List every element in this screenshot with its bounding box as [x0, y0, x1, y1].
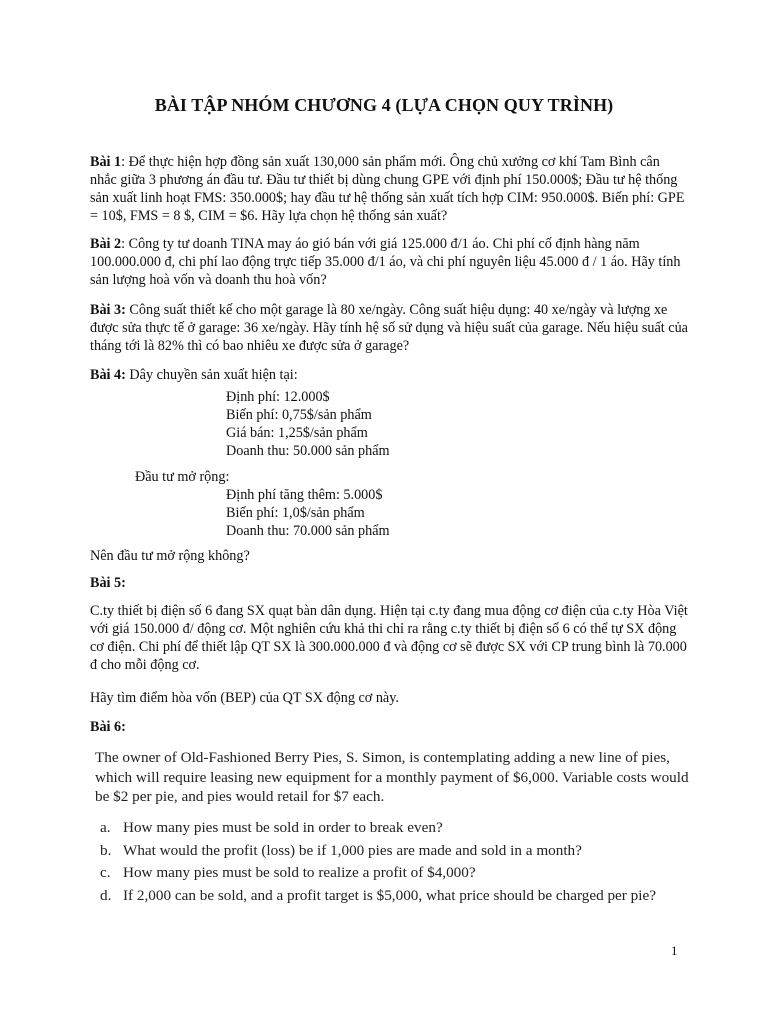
expansion-heading: Đầu tư mở rộng: [135, 469, 230, 485]
list-item [100, 819, 720, 842]
exercise-3-label: Bài 3: [90, 302, 126, 318]
exercise-2-label: Bài 2 [90, 236, 122, 252]
exercise-4-label: Bài 4: [90, 367, 126, 383]
exercise-6-questions [100, 819, 720, 909]
exercise-2-text: : Công ty tư doanh TINA may áo gió bán với giá 125.000 đ/1 áo. Chi phí cố định hàng năm 100.000.000 đ, chi phí lao động trực tiếp 35.000 đ/1 áo, và chi phí nguyên liệu 45.000 đ / 1 áo. Hãy tính sản lượng hoà vốn và doanh thu hoà vốn? [90, 236, 681, 288]
list-item [100, 842, 720, 865]
exercise-4-question [90, 547, 690, 565]
list-item-text: How many pies must be sold to realize a profit of $4,000? [123, 864, 476, 882]
exercise-6-intro [95, 748, 695, 807]
current-line-list [226, 388, 390, 460]
exercise-3-text: Công suất thiết kế cho một garage là 80 xe/ngày. Công suất hiệu dụng: 40 xe/ngày và lượng xe được sửa thực tế ở garage: 36 xe/ngày. Hãy tính hệ số sử dụng và hiệu suất của garage. Nếu hiệu suất của tháng tới là 82% thì có bao nhiêu xe được sửa ở garage? [90, 302, 688, 354]
exercise-6-heading [90, 718, 690, 736]
exercise-3 [90, 301, 690, 355]
exercise-5-heading [90, 574, 690, 592]
page-title: BÀI TẬP NHÓM CHƯƠNG 4 (LỰA CHỌN QUY TRÌNH) [154, 95, 614, 115]
list-item-key: b. [100, 841, 112, 859]
list-item-text: What would the profit (loss) be if 1,000 pies are made and sold in a month? [123, 841, 582, 859]
list-item-key: d. [100, 886, 112, 904]
list-item-text: If 2,000 can be sold, and a profit target is $5,000, what price should be charged per pie? [123, 886, 656, 904]
exercise-4-text: Dây chuyền sản xuất hiện tại: [125, 367, 298, 383]
page-number: 1 [671, 943, 678, 958]
exercise-4-question-text: Nên đầu tư mở rộng không? [90, 548, 250, 564]
current-line-item: Doanh thu: 50.000 sản phẩm [226, 443, 390, 459]
exercise-5-paragraph [90, 602, 690, 674]
list-item [100, 864, 720, 887]
exercise-6-intro-text: The owner of Old-Fashioned Berry Pies, S. Simon, is contemplating adding a new line of pies, which will require leasing new equipment for a monthly payment of $6,000. Variable costs would be $2 per pie, and pies would retail for $7 each. [95, 749, 689, 805]
list-item [100, 887, 720, 910]
current-line-item: Biến phí: 0,75$/sản phẩm [226, 407, 372, 423]
exercise-1-text: : Để thực hiện hợp đồng sản xuất 130,000 sản phẩm mới. Ông chủ xưởng cơ khí Tam Bình cân nhắc giữa 3 phương án đầu tư. Đầu tư thiết bị dùng chung GPE với định phí 150.000$; Đầu tư hệ thống sản xuất linh hoạt FMS: 350.000$; hay đầu tư hệ thống sản xuất tích hợp CIM: 950.000$. Biến phí: GPE = 10$, FMS = 8 $, CIM = $6. Hãy lựa chọn hệ thống sản xuất? [90, 154, 685, 224]
list-item-key: c. [100, 864, 111, 882]
expansion-item: Định phí tăng thêm: 5.000$ [226, 487, 383, 503]
expansion-list [226, 486, 390, 540]
exercise-5-text: C.ty thiết bị điện số 6 đang SX quạt bàn dân dụng. Hiện tại c.ty đang mua động cơ điện của c.ty Hòa Việt với giá 150.000 đ/ động cơ. Một nghiên cứu khả thi chỉ ra rằng c.ty thiết bị điện số 6 có thể tự SX động cơ điện. Chi phí để thiết lập QT SX là 300.000.000 đ và động cơ sẽ được SX với CP trung bình là 70.000 đ cho mỗi động cơ. [90, 603, 688, 673]
expansion-item: Biến phí: 1,0$/sản phẩm [226, 505, 365, 521]
exercise-1-label: Bài 1 [90, 154, 122, 170]
exercise-2 [90, 235, 690, 289]
list-item-key: a. [100, 819, 111, 836]
exercise-1 [90, 153, 690, 225]
exercise-6-label: Bài 6: [90, 719, 126, 735]
exercise-5-question-text: Hãy tìm điểm hòa vốn (BEP) của QT SX động cơ này. [90, 690, 399, 706]
list-item-text: How many pies must be sold in order to break even? [123, 819, 443, 836]
exercise-5-question [90, 689, 690, 707]
expansion-item: Doanh thu: 70.000 sản phẩm [226, 523, 390, 539]
exercise-4-heading [90, 366, 690, 384]
current-line-item: Giá bán: 1,25$/sản phẩm [226, 425, 368, 441]
exercise-5-label: Bài 5: [90, 575, 126, 591]
current-line-item: Định phí: 12.000$ [226, 389, 330, 405]
